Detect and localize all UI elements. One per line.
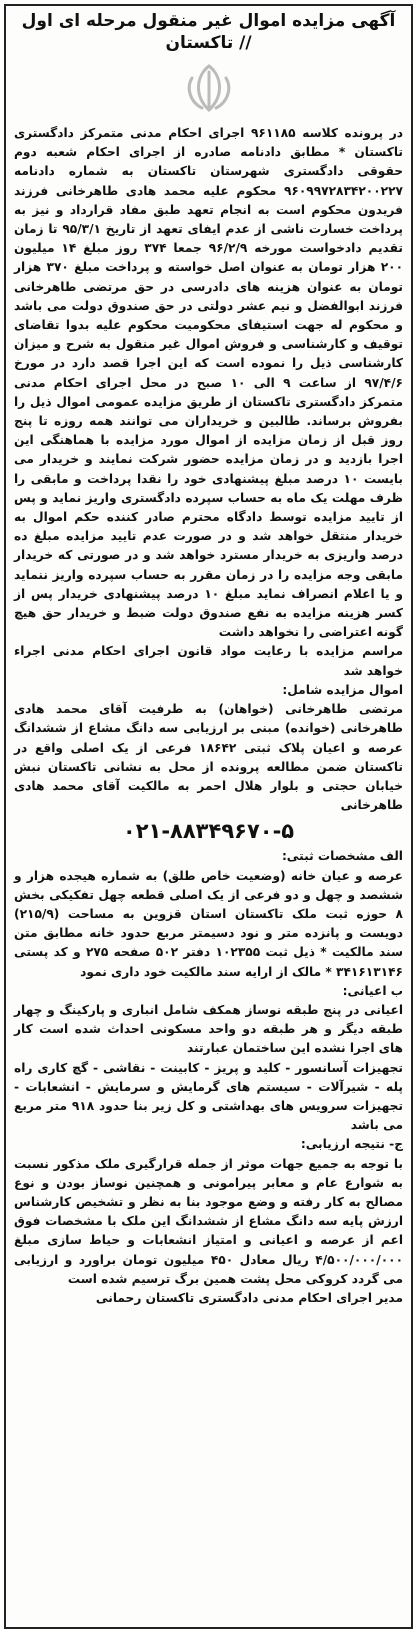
assets-description: مرتضی طاهرخانی (خواهان) به طرفیت آقای محمد هادی طاهرخانی (خوانده) مبنی بر ارزیابی سه دانگ مشاع از ششدانگ عرصه و اعیان پلاک ثبتی ۱۸۶۴۲ فرعی از یک اصلی واقع در تاکستان ضمن مطالعه پرونده از محل به نشانی تاکستان نبش خیابان حجتی و بلوار هلال احمر به مالکیت آقای محمد هادی طاهرخانی [14,702,403,813]
signature-line: مدیر اجرای احکام مدنی دادگستری تاکستان رحمانی [95,1290,403,1305]
building-heading: ب اعیانی: [342,983,403,998]
emblem-of-iran-icon [164,58,254,118]
valuation-heading: ج- نتیجه ارزیابی: [300,1137,403,1152]
notice-frame [4,4,413,1629]
valuation-details: با توجه به جمیع جهات موثر از جمله قرارگیری ملک مذکور نسبت به شوارع عام و معابر پیرامونی و همچنین نوساز بودن و نوع مصالح به کار رفته و وضع موجود بنا به نظر و تشخیص کارشناس ارزش پایه سه دانگ مشاع از ششدانگ این ملک با مشخصات فوق اعم از عرصه و اعیانی و امتیاز انشعابات و حیاط سازی مبلغ ۴/۵۰۰/۰۰۰/۰۰۰ ریال معادل ۴۵۰ میلیون تومان براورد و ارزیابی می گردد کروکی محل پشت همین برگ ترسیم شده است [14,1156,404,1286]
unfinished-works: تجهیزات آسانسور - کلید و پریز - کابینت - نقاشی - گچ کاری راه پله - شیرآلات - سیستم های گرمایش و سرمایش - انشعابات - تجهیزات سرویس های بهداشتی و کل زیر بنا حدود ۹۱۸ متر مربع می باشد [14,1060,403,1133]
case-paragraph: در پرونده کلاسه ۹۶۱۱۸۵ اجرای احکام مدنی متمرکز دادگستری تاکستان * مطابق دادنامه صادره از اجرای احکام شعبه دوم حقوقی دادگستری شهرستان تاکستان به شماره دادنامه ۹۶۰۹۹۷۲۸۳۴۲۰۰۲۲۷ محکوم علیه محمد هادی طاهرخانی فرزند فریدون محکوم است به انجام تعهد طبق مفاد قرارداد و نیز به پرداخت خسارت ناشی از عدم ایفای تعهد از تاریخ ۹۵/۳/۱ تا زمان تقدیم دادخواست مورخه ۹۶/۲/۹ جمعا ۳۷۴ روز مبلغ ۱۴ میلیون ۲۰۰ هزار تومان به عنوان اصل خواسته و پرداخت مبلغ ۳۷۰ هزار تومان به عنوان هزینه های دادرسی در حق مرتضی طاهرخانی فرزند ابوالفضل و نیم عشر دولتی در حق صندوق دولت می باشد و محکوم له جهت استیفای محکومیت محکوم علیه بدوا تقاضای توقیف و کارشناسی و فروش اموال غیر منقول به شرح و میزان کارشناسی ذیل را نموده است که این اجرا قصد دارد در مورخ ۹۷/۴/۶ از ساعت ۹ الی ۱۰ صبح در محل اجرای احکام مدنی متمرکز دادگستری تاکستان از طریق مزایده عمومی اموال ذیل را بفروش برساند. طالبین و خریداران می توانند همه روزه تا پنج روز قبل از زمان مزایده از اموال مورد مزایده با هماهنگی این اجرا بازدید و در زمان مزایده حضور شرکت نمایند و خریدار می بایست ۱۰ درصد مبلغ پیشنهادی خود را نقدا پرداخت و مابقی را ظرف مهلت یک ماه به حساب سپرده دادگستری واریز نماید و پس از تایید مزایده توسط دادگاه محترم صادر کننده حکم اموال به خریدار منتقل خواهد شد و در صورت عدم تایید مزایده مبلغ ده درصد واریزی به خریدار مسترد خواهد شد و در صورتی که خریدار مابقی وجه مزایده را در زمان مقرر به حساب سپرده واریز ننماید و یا اعلام انصراف نماید مبلغ ۱۰ درصد پیشنهادی خریدار پس از کسر هزینه مزایده به نفع صندوق دولت ضبط و خریدار حق هیچ گونه اعتراضی را نخواهد داشت [14,126,404,640]
page-title: آگهی مزایده اموال غیر منقول مرحله ای اول // تاکستان [21,11,396,53]
assets-heading: اموال مزایده شامل: [282,682,403,697]
ceremony-note: مراسم مزایده با رعایت مواد قانون اجرای احکام مدنی اجراء خواهد شد [14,644,403,678]
notice-body [14,124,403,1289]
registration-heading: الف مشخصات ثبتی: [281,849,403,864]
registration-details: عرصه و عیان خانه (وضعیت خاص طلق) به شماره هیجده هزار و ششصد و چهل و دو فرعی از یک اصلی قطعه چهل تفکیکی بخش ۸ حوزه ثبت ملک تاکستان استان قزوین به مساحت (۲۱۵/۹) دویست و پانزده متر و نود دسیمتر مربع حدود خانه مطابق متن سند مالکیت * ذیل ثبت ۱۰۲۳۵۵ دفتر ۵۰۲ صفحه ۲۷۵ و کد پستی ۳۴۱۶۱۳۱۴۶ * مالک از ارایه سند مالکیت خود داری نمود [14,868,403,979]
building-details: اعیانی در پنج طبقه نوساز همکف شامل انباری و پارکینگ و چهار طبقه دیگر و هر طبقه دو واحد مسکونی احداث شده است کار های اجرا نشده این ساختمان عبارتند [14,1002,403,1056]
phone-number: ۰۲۱-۸۸۳۴۹۶۷۰-۵ [122,819,295,844]
